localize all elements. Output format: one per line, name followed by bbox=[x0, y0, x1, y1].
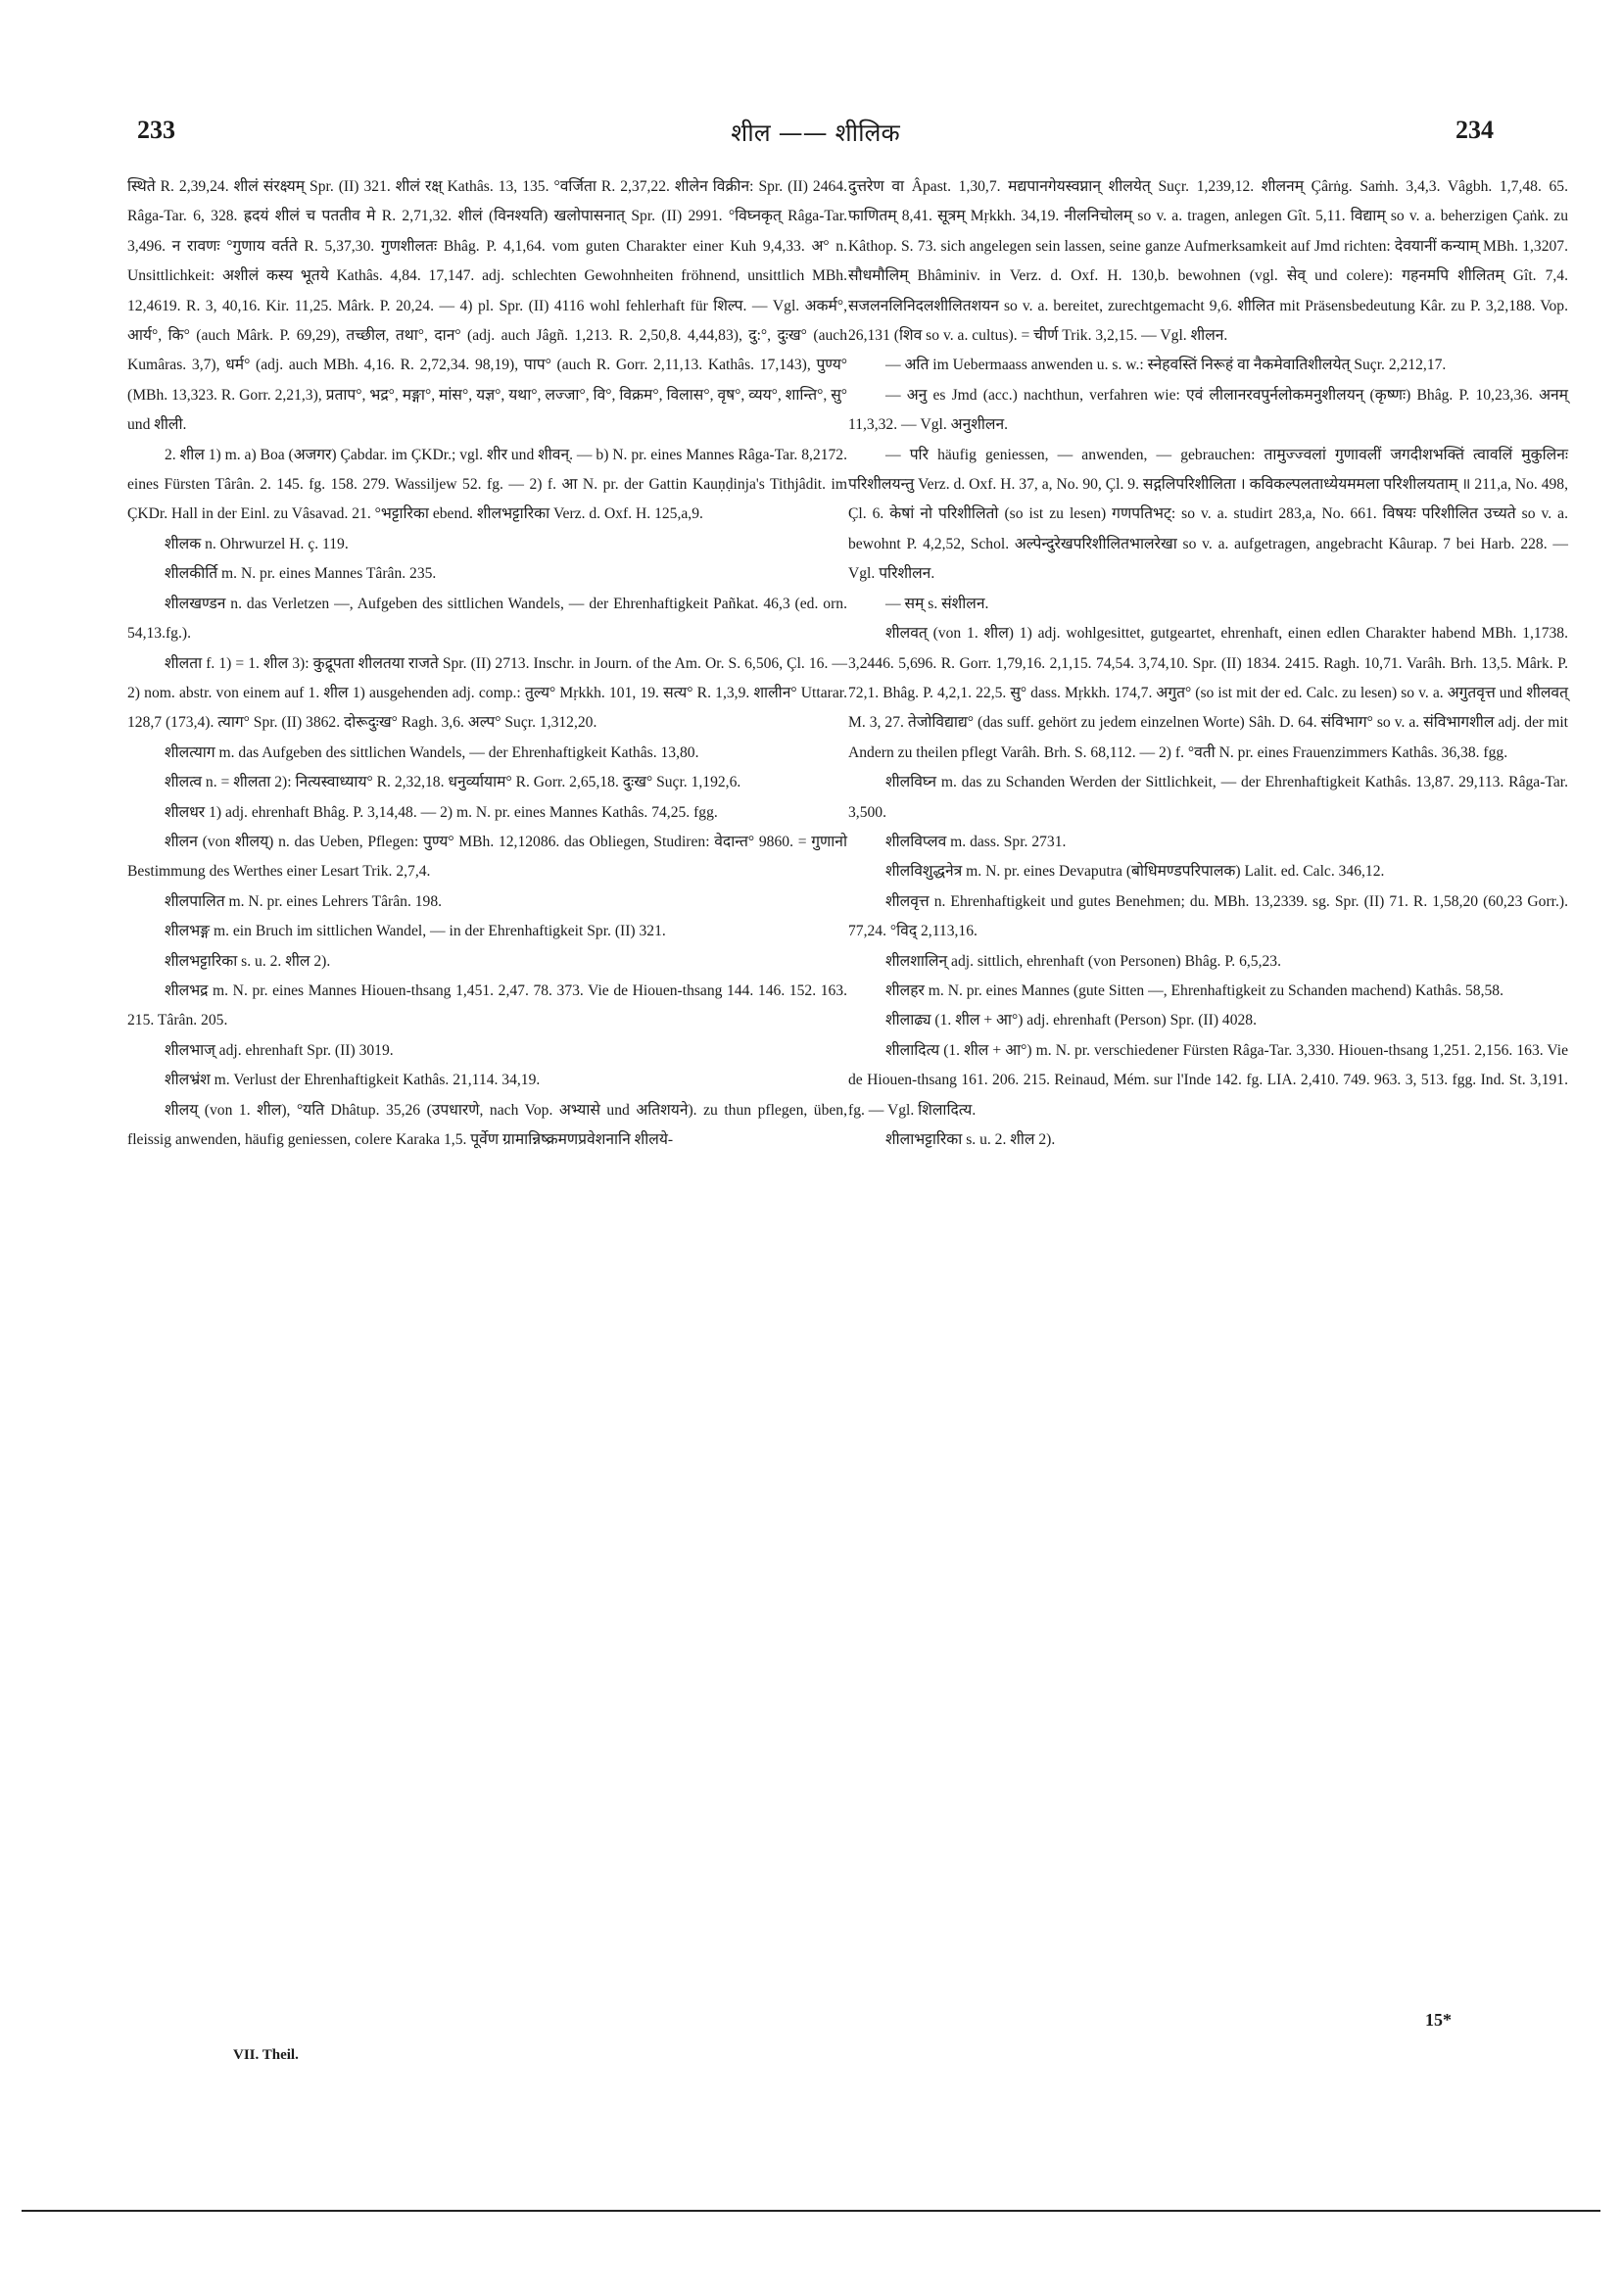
signature-mark: 15* bbox=[1425, 2010, 1452, 2030]
entry-paragraph: — अनु es Jmd (acc.) nachthun, verfahren wie: एवं लीलानरवपुर्नलोकमनुशीलयन् (कृष्णः) Bhâg. P. 10,23,36. अनम् 11,3,32. — Vgl. अनुशीलन. bbox=[848, 386, 1568, 434]
entry-paragraph: शीलन (von शीलय्) n. das Ueben, Pflegen: पुण्य° MBh. 12,12086. das Obliegen, Studiren: वेदान्त° 9860. = गुणानो Bestimmung des Werthes einer Lesart Trik. 2,7,4. bbox=[127, 833, 847, 881]
entry-paragraph: शीलकीर्ति m. N. pr. eines Mannes Târân. 235. bbox=[165, 565, 437, 583]
entry-paragraph: शीलपालित m. N. pr. eines Lehrers Târân. 198. bbox=[165, 892, 443, 910]
bottom-rule bbox=[22, 2210, 1600, 2212]
running-head: शील —— शीलिक bbox=[731, 119, 900, 147]
entry-paragraph: शीलधर 1) adj. ehrenhaft Bhâg. P. 3,14,48. — 2) m. N. pr. eines Mannes Kathâs. 74,25. fgg. bbox=[165, 803, 718, 821]
entry-paragraph: शीलविशुद्धनेत्र m. N. pr. eines Devaputra (बोधिमण्डपरिपालक) Lalit. ed. Calc. 346,12. bbox=[885, 863, 1385, 881]
entry-paragraph: शीलभाज् adj. ehrenhaft Spr. (II) 3019. bbox=[165, 1041, 394, 1059]
entry-paragraph: 2. शील 1) m. a) Boa (अजगर) Çabdar. im ÇKDr.; vgl. शीर und शीवन्. — b) N. pr. eines Mannes Râga-Tar. 8,2172. eines Fürsten Târân. 2. 145. fg. 158. 279. Wassiljew 52. fg. — 2) f. आ N. pr. der Gattin Kauṇḍinja's Tithjâdit. im ÇKDr. Hall in der Einl. zu Vâsavad. 21. °भट्टारिका ebend. शीलभट्टारिका Verz. d. Oxf. H. 125,a,9. bbox=[127, 446, 847, 523]
entry-paragraph: शीलत्याग m. das Aufgeben des sittlichen Wandels, — der Ehrenhaftigkeit Kathâs. 13,80. bbox=[165, 743, 699, 761]
entry-paragraph: शीलय् (von 1. शील), °यति Dhâtup. 35,26 (उपधारणे, nach Vop. अभ्यासे und अतिशयने). zu thun pflegen, üben, fleissig anwenden, häufig geniessen, colere Karaka 1,5. पूर्वेण ग्रामान्निष्क्रमणप्रवेशनानि शीलये- bbox=[127, 1101, 847, 1148]
page-header bbox=[137, 116, 1494, 155]
entry-paragraph: स्थिते R. 2,39,24. शीलं संरक्ष्यम् Spr. (II) 321. शीलं रक्ष् Kathâs. 13, 135. °वर्जिता R. 2,37,22. शीलेन विक्रीन: Spr. (II) 2464. Râga-Tar. 6, 328. ह्रदयं शीलं च पततीव मे R. 2,71,32. शीलं (विनश्यति) खलोपासनात् Spr. (II) 2991. °विघ्नकृत् Râga-Tar. 3,496. न रावणः °गुणाय वर्तते R. 5,37,30. गुणशीलतः Bhâg. P. 4,1,64. vom guten Charakter einer Kuh 9,4,33. अ° n. Unsittlichkeit: अशीलं कस्य भूतये Kathâs. 4,84. 17,147. adj. schlechten Gewohnheiten fröhnend, unsittlich MBh. 12,4619. R. 3, 40,16. Kir. 11,25. Mârk. P. 20,24. — 4) pl. Spr. (II) 4116 wohl fehlerhaft für शिल्प. — Vgl. अकर्म°, आर्य°, कि° (auch Mârk. P. 69,29), तच्छील, तथा°, दान° (adj. auch Jâgñ. 1,213. R. 2,50,8. 4,44,83), दु:°, दुःख° (auch Kumâras. 3,7), धर्म° (adj. auch MBh. 4,16. R. 2,72,34. 98,19), पाप° (auch R. Gorr. 2,11,13. Kathâs. 17,143), पुण्य° (MBh. 13,323. R. Gorr. 2,21,3), प्रताप°, भद्र°, मङ्गा°, मांस°, यज्ञ°, यथा°, लज्जा°, वि°, विक्रम°, विलास°, वृष°, व्यय°, शान्ति°, सु° und शीली. bbox=[127, 178, 847, 434]
entry-paragraph: — अति im Uebermaass anwenden u. s. w.: स्नेहवस्तिं निरूहं वा नैकमेवातिशीलयेत् Suçr. 2,212,17. bbox=[885, 357, 1447, 374]
entry-paragraph: शीलभङ्ग m. ein Bruch im sittlichen Wandel, — in der Ehrenhaftigkeit Spr. (II) 321. bbox=[165, 923, 666, 940]
volume-label: VII. Theil. bbox=[233, 2047, 299, 2063]
right-column bbox=[848, 172, 1568, 1155]
entry-paragraph: शीलभ्रंश m. Verlust der Ehrenhaftigkeit Kathâs. 21,114. 34,19. bbox=[165, 1072, 541, 1089]
entry-paragraph: शीलत्व n. = शीलता 2): नित्यस्वाध्याय° R. 2,32,18. धनुर्व्यायाम° R. Gorr. 2,65,18. दुःख° Suçr. 1,192,6. bbox=[165, 774, 741, 791]
entry-paragraph: शीलविप्लव m. dass. Spr. 2731. bbox=[885, 833, 1067, 850]
entry-paragraph: दुत्तरेण वा Âpast. 1,30,7. मद्यपानगेयस्वप्नान् शीलयेत् Suçr. 1,239,12. शीलनम् Çârṅg. Saṁh. 3,4,3. Vâgbh. 1,7,48. 65. फाणितम् 8,41. सूत्रम् Mṛkkh. 34,19. नीलनिचोलम् so v. a. tragen, anlegen Gît. 5,11. विद्याम् so v. a. beherzigen Çaṅk. zu Kâthop. S. 73. sich angelegen sein lassen, seine ganze Aufmerksamkeit auf Jmd richten: देवयानीं कन्याम् MBh. 1,3207. सौधमौलिम् Bhâminiv. in Verz. d. Oxf. H. 130,b. bewohnen (vgl. सेव् und colere): गहनमपि शीलितम् Gît. 7,4. सजलनलिनिदलशीलितशयन so v. a. bereitet, zurechtgemacht 9,6. शीलित mit Präsensbedeutung Kâr. zu P. 3,2,188. Vop. 26,131 (शिव so v. a. cultus). = चीर्ण Trik. 3,2,15. — Vgl. शीलन. bbox=[848, 178, 1568, 345]
entry-paragraph: शीलशालिन् adj. sittlich, ehrenhaft (von Personen) Bhâg. P. 6,5,23. bbox=[885, 952, 1281, 970]
entry-paragraph: शीलहर m. N. pr. eines Mannes (gute Sitten —, Ehrenhaftigkeit zu Schanden machend) Kathâs. 58,58. bbox=[885, 981, 1503, 999]
entry-paragraph: शीलवत् (von 1. शील) 1) adj. wohlgesittet, gutgeartet, ehrenhaft, einen edlen Charakter habend MBh. 1,1738. 3,2446. 5,696. R. Gorr. 1,79,16. 2,1,15. 74,54. 3,74,10. Spr. (II) 1834. 2415. Ragh. 10,71. Varâh. Brh. 13,5. Mârk. P. 72,1. Bhâg. P. 4,2,1. 22,5. सु° dass. Mṛkkh. 174,7. अगुत° (so ist mit der ed. Calc. zu lesen) so v. a. अगुतवृत्त und शीलवत् M. 3, 27. तेजोविद्याद्य° (das suff. gehört zu jedem einzelnen Worte) Sâh. D. 64. संविभाग° so v. a. संविभागशील adj. der mit Andern zu theilen pflegt Varâh. Brh. S. 68,112. — 2) f. °वती N. pr. eines Frauenzimmers Kathâs. 36,38. fgg. bbox=[848, 625, 1568, 761]
entry-paragraph: शीलवृत्त n. Ehrenhaftigkeit und gutes Benehmen; du. MBh. 13,2339. sg. Spr. (II) 71. R. 1,58,20 (60,23 Gorr.). 77,24. °विद् 2,113,16. bbox=[848, 892, 1568, 940]
page-number-right: 234 bbox=[1455, 116, 1494, 144]
entry-paragraph: शीलता f. 1) = 1. शील 3): कुद्रूपता शीलतया राजते Spr. (II) 2713. Inschr. in Journ. of the Am. Or. S. 6,506, Çl. 16. — 2) nom. abstr. von einem auf 1. शील 1) ausgehenden adj. comp.: तुल्य° Mṛkkh. 101, 19. सत्य° R. 1,3,9. शालीन° Uttarar. 128,7 (173,4). त्याग° Spr. (II) 3862. दोरूदुःख° Ragh. 3,6. अल्प° Suçr. 1,312,20. bbox=[127, 654, 847, 732]
entry-paragraph: शीलभद्र m. N. pr. eines Mannes Hiouen-thsang 1,451. 2,47. 78. 373. Vie de Hiouen-thsang 144. 146. 152. 163. 215. Târân. 205. bbox=[127, 981, 847, 1029]
entry-paragraph: — सम् s. संशीलन. bbox=[885, 595, 989, 612]
entry-paragraph: शीलक n. Ohrwurzel H. ç. 119. bbox=[165, 535, 349, 552]
entry-paragraph: — परि häufig geniessen, — anwenden, — gebrauchen: तामुज्ज्वलां गुणावलीं जगदीशभक्तिं त्वावलिं मुकुलिनः परिशीलयन्तु Verz. d. Oxf. H. 37, a, No. 90, Çl. 9. सद्गलिपरिशीलिता । कविकल्पलताध्येयममला परिशीलयताम् ॥ 211,a, No. 498, Çl. 6. केषां नो परिशीलितो (so ist zu lesen) गणपतिभट्: so v. a. studirt 283,a, No. 661. विषयः परिशीलित उच्यते so v. a. bewohnt P. 4,2,52, Schol. अल्पेन्दुरेखपरिशीलितभालरेखा so v. a. aufgetragen, angebracht Kâurap. 7 bei Harb. 228. — Vgl. परिशीलन. bbox=[848, 446, 1568, 583]
left-column bbox=[127, 172, 847, 1155]
entry-paragraph: शीलादित्य (1. शील + आ°) m. N. pr. verschiedener Fürsten Râga-Tar. 3,330. Hiouen-thsang 1,251. 2,156. 163. Vie de Hiouen-thsang 161. 206. 215. Reinaud, Mém. sur l'Inde 142. fg. LIA. 2,410. 749. 963. 3, 513. fgg. Ind. St. 3,191. fg. — Vgl. शिलादित्य. bbox=[848, 1041, 1568, 1119]
entry-paragraph: शीलभट्टारिका s. u. 2. शील 2). bbox=[165, 952, 331, 970]
page-number-left: 233 bbox=[137, 116, 175, 144]
entry-paragraph: शीलविघ्न m. das zu Schanden Werden der Sittlichkeit, — der Ehrenhaftigkeit Kathâs. 13,87. 29,113. Râga-Tar. 3,500. bbox=[848, 774, 1568, 821]
entry-paragraph: शीलाढ्य (1. शील + आ°) adj. ehrenhaft (Person) Spr. (II) 4028. bbox=[885, 1012, 1257, 1029]
entry-paragraph: शीलखण्डन n. das Verletzen —, Aufgeben des sittlichen Wandels, — der Ehrenhaftigkeit Pañkat. 46,3 (ed. orn. 54,13.fg.). bbox=[127, 595, 847, 643]
entry-paragraph: शीलाभट्टारिका s. u. 2. शील 2). bbox=[885, 1131, 1056, 1148]
